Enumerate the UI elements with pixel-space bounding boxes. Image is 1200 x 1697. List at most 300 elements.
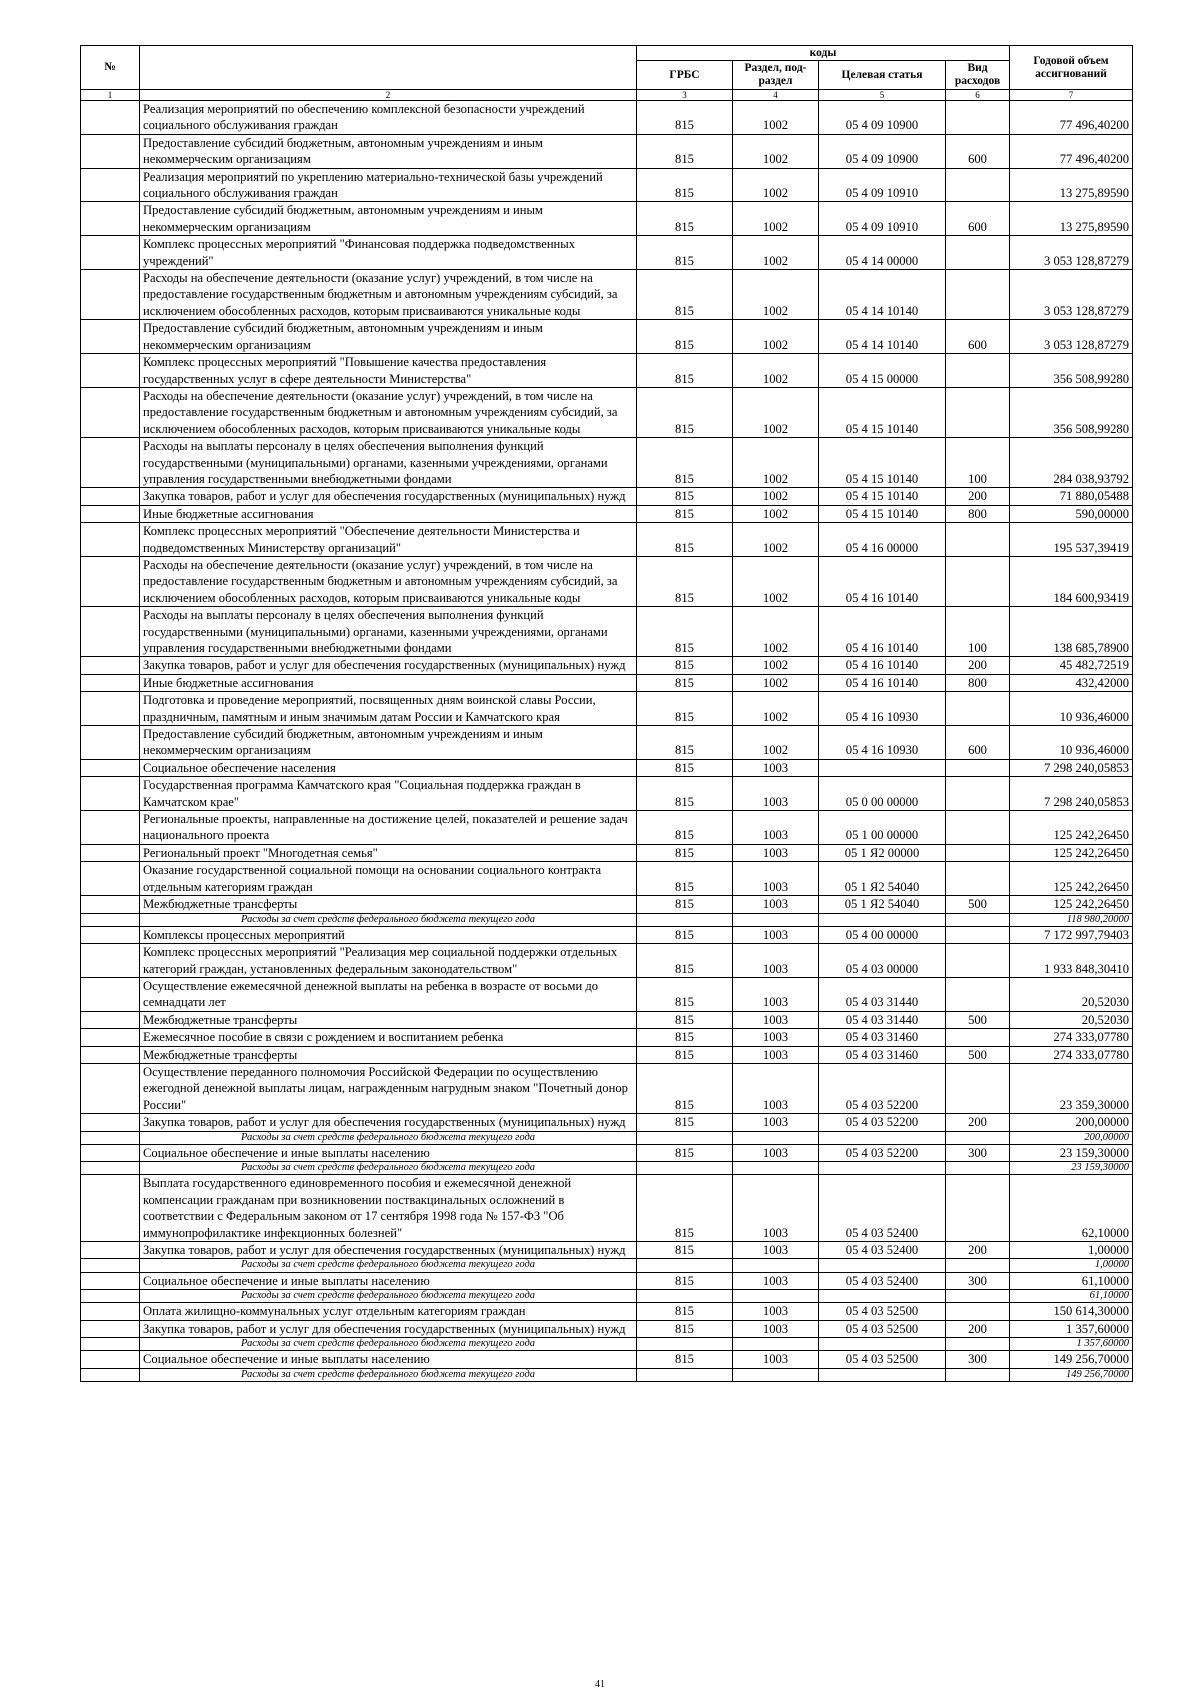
federal-note-row [81,1368,1133,1381]
table-row [81,726,1133,760]
annual-amount: 23 159,30000 [1010,1144,1133,1161]
note-amount: 61,10000 [1010,1290,1133,1303]
row-number-cell [81,657,140,674]
target-article-code: 05 4 16 10930 [819,692,946,726]
empty-code-cell [946,1259,1010,1272]
grbs-code: 815 [637,134,733,168]
annual-amount: 13 275,89590 [1010,168,1133,202]
header-tselevaya: Целевая статья [819,61,946,90]
federal-note-row [81,1290,1133,1303]
grbs-code: 815 [637,1303,733,1320]
note-text: Расходы за счет средств федерального бюджета текущего года [140,1162,637,1175]
target-article-code: 05 4 03 52200 [819,1063,946,1113]
table-row [81,977,1133,1011]
expense-name: Оплата жилищно-коммунальных услуг отдельным категориям граждан [140,1303,637,1320]
expense-type-code: 200 [946,488,1010,505]
target-article-code: 05 4 03 31460 [819,1029,946,1046]
razdel-code: 1002 [733,523,819,557]
expense-name: Закупка товаров, работ и услуг для обеспечения государственных (муниципальных) нужд [140,1114,637,1131]
annual-amount: 3 053 128,87279 [1010,270,1133,320]
target-article-code: 05 4 15 10140 [819,438,946,488]
expense-type-code [946,556,1010,606]
expense-name: Оказание государственной социальной помощи на основании социального контракта отдельным категориям граждан [140,862,637,896]
row-number-cell [81,505,140,522]
expense-type-code [946,692,1010,726]
empty-code-cell [819,1131,946,1144]
empty-code-cell [637,1290,733,1303]
row-number-cell [81,1338,140,1351]
grbs-code: 815 [637,777,733,811]
empty-code-cell [733,1290,819,1303]
empty-code-cell [819,1259,946,1272]
target-article-code: 05 1 Я2 54040 [819,896,946,913]
target-article-code: 05 4 03 00000 [819,944,946,978]
row-number-cell [81,862,140,896]
note-amount: 1,00000 [1010,1259,1133,1272]
grbs-code: 815 [637,674,733,691]
razdel-code: 1002 [733,607,819,657]
row-number-cell [81,236,140,270]
expense-type-code: 300 [946,1272,1010,1289]
expense-type-code: 800 [946,505,1010,522]
expense-name: Межбюджетные трансферты [140,1011,637,1028]
row-number-cell [81,202,140,236]
razdel-code: 1003 [733,1114,819,1131]
table-row [81,1242,1133,1259]
federal-note-row [81,1259,1133,1272]
table-row [81,270,1133,320]
razdel-code: 1002 [733,726,819,760]
empty-code-cell [733,1338,819,1351]
expense-type-code: 600 [946,726,1010,760]
target-article-code: 05 4 00 00000 [819,926,946,943]
expense-name: Предоставление субсидий бюджетным, автономным учреждениям и иным некоммерческим организациям [140,202,637,236]
header-name [140,46,637,90]
row-number-cell [81,1162,140,1175]
annual-amount: 3 053 128,87279 [1010,236,1133,270]
grbs-code: 815 [637,270,733,320]
table-row [81,523,1133,557]
table-row [81,896,1133,913]
table-row [81,1175,1133,1242]
annual-amount: 77 496,40200 [1010,101,1133,135]
note-text: Расходы за счет средств федерального бюджета текущего года [140,1131,637,1144]
razdel-code: 1002 [733,202,819,236]
grbs-code: 815 [637,523,733,557]
row-number-cell [81,1320,140,1337]
target-article-code: 05 4 03 52200 [819,1114,946,1131]
grbs-code: 815 [637,607,733,657]
expense-name: Расходы на обеспечение деятельности (оказание услуг) учреждений, в том числе на предоставление государственным бюджетным и автономным учреждениям субсидий, за исключением обособленных расходов, которым присваиваются уникальные коды [140,556,637,606]
row-number-cell [81,1144,140,1161]
expense-name: Социальное обеспечение населения [140,759,637,776]
target-article-code: 05 4 14 00000 [819,236,946,270]
grbs-code: 815 [637,692,733,726]
expense-name: Межбюджетные трансферты [140,896,637,913]
table-row [81,759,1133,776]
grbs-code: 815 [637,101,733,135]
row-number-cell [81,977,140,1011]
razdel-code: 1003 [733,896,819,913]
row-number-cell [81,556,140,606]
annual-amount: 1,00000 [1010,1242,1133,1259]
table-row [81,488,1133,505]
table-row [81,607,1133,657]
razdel-code: 1002 [733,387,819,437]
target-article-code: 05 4 03 52200 [819,1144,946,1161]
row-number-cell [81,1063,140,1113]
target-article-code: 05 4 03 52400 [819,1242,946,1259]
row-number-cell [81,1242,140,1259]
row-number-cell [81,354,140,388]
grbs-code: 815 [637,236,733,270]
razdel-code: 1002 [733,354,819,388]
expense-name: Комплекс процессных мероприятий "Реализация мер социальной поддержки отдельных категорий граждан, установленных федеральным законодательством" [140,944,637,978]
annual-amount: 61,10000 [1010,1272,1133,1289]
expense-name: Предоставление субсидий бюджетным, автономным учреждениям и иным некоммерческим организациям [140,320,637,354]
row-number-cell [81,811,140,845]
annual-amount: 20,52030 [1010,977,1133,1011]
table-row [81,1351,1133,1368]
table-row [81,926,1133,943]
expense-name: Реализация мероприятий по обеспечению комплексной безопасности учреждений социального обслуживания граждан [140,101,637,135]
grbs-code: 815 [637,387,733,437]
note-text: Расходы за счет средств федерального бюджета текущего года [140,1338,637,1351]
header-vid: Вид расходов [946,61,1010,90]
annual-amount: 125 242,26450 [1010,862,1133,896]
expense-name: Социальное обеспечение и иные выплаты населению [140,1144,637,1161]
razdel-code: 1002 [733,134,819,168]
target-article-code [819,759,946,776]
row-number-cell [81,488,140,505]
federal-note-row [81,1162,1133,1175]
note-amount: 1 357,60000 [1010,1338,1133,1351]
expense-type-code [946,1175,1010,1242]
header-grbs: ГРБС [637,61,733,90]
row-number-cell [81,726,140,760]
row-number-cell [81,1259,140,1272]
grbs-code: 815 [637,505,733,522]
row-number-cell [81,168,140,202]
target-article-code: 05 4 03 31440 [819,977,946,1011]
table-row [81,674,1133,691]
expense-type-code [946,811,1010,845]
razdel-code: 1003 [733,862,819,896]
empty-code-cell [637,1338,733,1351]
grbs-code: 815 [637,862,733,896]
razdel-code: 1003 [733,844,819,861]
table-row [81,202,1133,236]
target-article-code: 05 4 16 10140 [819,556,946,606]
expense-type-code: 800 [946,674,1010,691]
empty-code-cell [637,1259,733,1272]
expense-type-code [946,236,1010,270]
budget-table-container [80,45,1132,1382]
annual-amount: 195 537,39419 [1010,523,1133,557]
table-row [81,1303,1133,1320]
table-row [81,1046,1133,1063]
grbs-code: 815 [637,1114,733,1131]
row-number-cell [81,1011,140,1028]
table-row [81,354,1133,388]
header-codes: коды [637,46,1010,61]
target-article-code: 05 1 Я2 00000 [819,844,946,861]
table-row [81,1029,1133,1046]
row-number-cell [81,944,140,978]
grbs-code: 815 [637,657,733,674]
razdel-code: 1002 [733,488,819,505]
table-row [81,556,1133,606]
annual-amount: 10 936,46000 [1010,692,1133,726]
expense-name: Ежемесячное пособие в связи с рождением и воспитанием ребенка [140,1029,637,1046]
table-row [81,1272,1133,1289]
expense-type-code: 500 [946,1011,1010,1028]
grbs-code: 815 [637,1011,733,1028]
expense-name: Комплекс процессных мероприятий "Финансовая поддержка подведомственных учреждений" [140,236,637,270]
annual-amount: 1 933 848,30410 [1010,944,1133,978]
row-number-cell [81,1351,140,1368]
federal-note-row [81,1338,1133,1351]
table-row [81,320,1133,354]
annual-amount: 71 880,05488 [1010,488,1133,505]
col-number: 4 [733,90,819,101]
expense-type-code: 500 [946,1046,1010,1063]
expense-type-code [946,523,1010,557]
empty-code-cell [819,1368,946,1381]
target-article-code: 05 1 Я2 54040 [819,862,946,896]
row-number-cell [81,692,140,726]
row-number-cell [81,438,140,488]
expense-name: Расходы на выплаты персоналу в целях обеспечения выполнения функций государственными (муниципальными) органами, казенными учреждениями, органами управления государственными внебюджетными фондами [140,438,637,488]
expense-type-code [946,944,1010,978]
target-article-code: 05 4 03 52500 [819,1303,946,1320]
empty-code-cell [946,1290,1010,1303]
expense-name: Подготовка и проведение мероприятий, посвященных дням воинской славы России, праздничным, памятным и иным значимым датам России и Камчатского края [140,692,637,726]
table-row [81,1114,1133,1131]
col-number: 1 [81,90,140,101]
empty-code-cell [637,1131,733,1144]
expense-type-code [946,1063,1010,1113]
target-article-code: 05 4 16 10930 [819,726,946,760]
target-article-code: 05 4 15 10140 [819,488,946,505]
grbs-code: 815 [637,926,733,943]
table-row [81,1011,1133,1028]
razdel-code: 1003 [733,926,819,943]
expense-name: Комплекс процессных мероприятий "Повышение качества предоставления государственных услуг в сфере деятельности Министерства" [140,354,637,388]
annual-amount: 62,10000 [1010,1175,1133,1242]
row-number-cell [81,320,140,354]
target-article-code: 05 1 00 00000 [819,811,946,845]
razdel-code: 1003 [733,977,819,1011]
target-article-code: 05 4 16 10140 [819,607,946,657]
table-row [81,944,1133,978]
target-article-code: 05 4 15 10140 [819,505,946,522]
expense-type-code [946,168,1010,202]
razdel-code: 1002 [733,438,819,488]
expense-type-code: 200 [946,1320,1010,1337]
row-number-cell [81,1368,140,1381]
table-body [81,101,1133,1382]
annual-amount: 3 053 128,87279 [1010,320,1133,354]
empty-code-cell [733,1162,819,1175]
razdel-code: 1002 [733,692,819,726]
empty-code-cell [733,913,819,926]
razdel-code: 1003 [733,1175,819,1242]
grbs-code: 815 [637,844,733,861]
razdel-code: 1003 [733,1351,819,1368]
table-row [81,1063,1133,1113]
expense-type-code: 500 [946,896,1010,913]
table-row [81,101,1133,135]
expense-type-code [946,1029,1010,1046]
table-row [81,505,1133,522]
annual-amount: 200,00000 [1010,1114,1133,1131]
federal-note-row [81,1131,1133,1144]
annual-amount: 7 298 240,05853 [1010,759,1133,776]
row-number-cell [81,926,140,943]
grbs-code: 815 [637,1144,733,1161]
razdel-code: 1003 [733,1303,819,1320]
row-number-cell [81,101,140,135]
annual-amount: 45 482,72519 [1010,657,1133,674]
annual-amount: 125 242,26450 [1010,844,1133,861]
grbs-code: 815 [637,759,733,776]
expense-type-code [946,101,1010,135]
annual-amount: 7 298 240,05853 [1010,777,1133,811]
expense-type-code [946,926,1010,943]
header-amount: Годовой объем ассигнований [1010,46,1133,90]
col-number: 2 [140,90,637,101]
header-num: № [81,46,140,90]
annual-amount: 138 685,78900 [1010,607,1133,657]
expense-type-code: 200 [946,1242,1010,1259]
expense-name: Реализация мероприятий по укреплению материально-технической базы учреждений социального обслуживания граждан [140,168,637,202]
target-article-code: 05 4 16 00000 [819,523,946,557]
expense-type-code [946,862,1010,896]
annual-amount: 1 357,60000 [1010,1320,1133,1337]
annual-amount: 149 256,70000 [1010,1351,1133,1368]
grbs-code: 815 [637,556,733,606]
table-row [81,844,1133,861]
razdel-code: 1002 [733,505,819,522]
expense-name: Расходы на обеспечение деятельности (оказание услуг) учреждений, в том числе на предоставление государственным бюджетным и автономным учреждениям субсидий, за исключением обособленных расходов, которым присваиваются уникальные коды [140,387,637,437]
expense-type-code: 600 [946,202,1010,236]
expense-name: Комплекс процессных мероприятий "Обеспечение деятельности Министерства и подведомственных Министерству организаций" [140,523,637,557]
expense-name: Закупка товаров, работ и услуг для обеспечения государственных (муниципальных) нужд [140,488,637,505]
razdel-code: 1003 [733,777,819,811]
target-article-code: 05 4 03 52400 [819,1272,946,1289]
expense-name: Социальное обеспечение и иные выплаты населению [140,1272,637,1289]
razdel-code: 1002 [733,101,819,135]
row-number-cell [81,896,140,913]
expense-type-code: 600 [946,134,1010,168]
row-number-cell [81,270,140,320]
expense-type-code [946,387,1010,437]
grbs-code: 815 [637,168,733,202]
empty-code-cell [637,1368,733,1381]
empty-code-cell [733,1259,819,1272]
expense-type-code [946,777,1010,811]
grbs-code: 815 [637,944,733,978]
row-number-cell [81,913,140,926]
annual-amount: 590,00000 [1010,505,1133,522]
expense-type-code: 300 [946,1351,1010,1368]
row-number-cell [81,1303,140,1320]
annual-amount: 13 275,89590 [1010,202,1133,236]
razdel-code: 1003 [733,1046,819,1063]
razdel-code: 1003 [733,1029,819,1046]
expense-type-code: 300 [946,1144,1010,1161]
target-article-code: 05 4 03 31460 [819,1046,946,1063]
expense-type-code: 100 [946,607,1010,657]
target-article-code: 05 4 03 52500 [819,1320,946,1337]
grbs-code: 815 [637,1063,733,1113]
razdel-code: 1003 [733,1242,819,1259]
row-number-cell [81,607,140,657]
expense-type-code [946,1303,1010,1320]
target-article-code: 05 4 15 00000 [819,354,946,388]
col-number: 7 [1010,90,1133,101]
expense-name: Межбюджетные трансферты [140,1046,637,1063]
row-number-cell [81,844,140,861]
empty-code-cell [819,1162,946,1175]
note-amount: 149 256,70000 [1010,1368,1133,1381]
table-row [81,236,1133,270]
expense-name: Социальное обеспечение и иные выплаты населению [140,1351,637,1368]
expense-type-code [946,844,1010,861]
razdel-code: 1003 [733,1011,819,1028]
expense-name: Предоставление субсидий бюджетным, автономным учреждениям и иным некоммерческим организациям [140,726,637,760]
grbs-code: 815 [637,320,733,354]
table-row [81,862,1133,896]
target-article-code: 05 4 14 10140 [819,320,946,354]
razdel-code: 1003 [733,944,819,978]
empty-code-cell [733,1131,819,1144]
table-row [81,777,1133,811]
razdel-code: 1002 [733,657,819,674]
target-article-code: 05 4 09 10900 [819,101,946,135]
annual-amount: 20,52030 [1010,1011,1133,1028]
empty-code-cell [946,1131,1010,1144]
razdel-code: 1002 [733,168,819,202]
note-text: Расходы за счет средств федерального бюджета текущего года [140,1259,637,1272]
expense-type-code [946,759,1010,776]
target-article-code: 05 4 03 31440 [819,1011,946,1028]
razdel-code: 1002 [733,556,819,606]
expense-name: Региональные проекты, направленные на достижение целей, показателей и решение задач национального проекта [140,811,637,845]
note-amount: 23 159,30000 [1010,1162,1133,1175]
expense-name: Иные бюджетные ассигнования [140,674,637,691]
grbs-code: 815 [637,1272,733,1289]
row-number-cell [81,1029,140,1046]
table-row [81,1144,1133,1161]
expense-name: Осуществление переданного полномочия Российской Федерации по осуществлению ежегодной денежной выплаты лицам, награжденным нагрудным знаком "Почетный донор России" [140,1063,637,1113]
table-row [81,438,1133,488]
razdel-code: 1003 [733,759,819,776]
expense-type-code [946,354,1010,388]
header-razdel: Раздел, под-раздел [733,61,819,90]
expense-type-code [946,270,1010,320]
expense-name: Выплата государственного единовременного пособия и ежемесячной денежной компенсации гражданам при возникновении поствакцинальных осложнений в соответствии с Федеральным законом от 17 сентября 1998 года № 157-ФЗ "Об иммунопрофилактике инфекционных болезней" [140,1175,637,1242]
grbs-code: 815 [637,1320,733,1337]
grbs-code: 815 [637,1351,733,1368]
grbs-code: 815 [637,354,733,388]
table-row [81,692,1133,726]
expense-type-code: 200 [946,657,1010,674]
grbs-code: 815 [637,1029,733,1046]
expense-name: Закупка товаров, работ и услуг для обеспечения государственных (муниципальных) нужд [140,657,637,674]
note-amount: 118 980,20000 [1010,913,1133,926]
